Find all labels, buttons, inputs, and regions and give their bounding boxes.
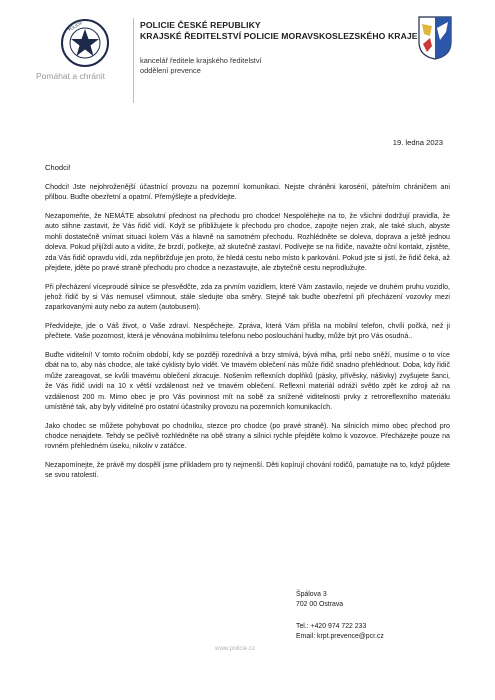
- paragraph-3: Při přecházení víceproudé silnice se přesvědčte, zda za prvním vozidlem, které Vám zastavilo, nejede ve druhém pruhu vozidlo, jehož řidič by si Vás nemusel všimnout, stále sledujte oba směry. Stejně tak buďte obezřetní při přecházení vozovky mezi zaparkovanými auty nebo za autem (autobusem).: [45, 282, 450, 312]
- contact-email: Email: krpt.prevence@pcr.cz: [296, 632, 384, 640]
- header-divider: [133, 18, 134, 103]
- letter-greeting: Chodci!: [45, 163, 71, 172]
- footer-website: www.policie.cz: [215, 645, 256, 652]
- postal-address: [296, 590, 343, 609]
- org-line-2: KRAJSKÉ ŘEDITELSTVÍ POLICIE MORAVSKOSLEZSKÉHO KRAJE: [140, 31, 418, 41]
- organization-name: [140, 20, 418, 42]
- paragraph-1: Chodci! Jste nejohroženější účastnící provozu na pozemní komunikaci. Nejste chráněni karosérií, páteřním chráničem ani přilbou. Buďte obezřetní a opatrní. Přemýšlejte a předvídejte.: [45, 183, 450, 202]
- letterhead: [0, 0, 495, 120]
- dept-line-2: oddělení prevence: [140, 66, 201, 75]
- paragraph-2: Nezapomeňte, že NEMÁTE absolutní přednost na přechodu pro chodce! Nespoléhejte na to, že všichni dodržují pravidla, že auto stihne zastavit, že Vás řidič vidí. Když se přibližujete k přechodu pro chodce, zapojte nejen zrak, ale také sluch, abyste mohli dostatečně vnímat situaci kolem Vás a hlavně na samotném přechodu. Rozhlédněte se doleva, doprava a ještě jednou doleva. Pokud přijíždí auto a vidíte, že brzdí, počkejte, až skutečně zastaví. Podívejte se na řidiče, navažte oční kontakt, zjistěte, zda Vás řidič opravdu vidí, zda nepřibržďuje jen proto, že hledá cestu nebo místo k parkování. Pokud jste si jistí, že řidič čeká, až přejdete, jděte po pravé straně přechodu pro chodce a nezastavujte, ale zbytečně cestu neprodlužujte.: [45, 212, 450, 273]
- letter-body: [45, 182, 450, 489]
- contact-phone: Tel.: +420 974 722 233: [296, 623, 367, 630]
- address-city: 702 00 Ostrava: [296, 600, 344, 608]
- svg-text:POLICIE: POLICIE: [67, 20, 84, 33]
- letter-date: 19. ledna 2023: [392, 138, 443, 147]
- police-star-logo-icon: [60, 18, 110, 68]
- contact-info: [296, 622, 384, 641]
- regional-crest-icon: [418, 16, 452, 60]
- dept-line-1: kancelář ředitele krajského ředitelství: [140, 56, 262, 65]
- paragraph-5: Buďte viditelní! V tomto ročním období, kdy se později rozednívá a brzy stmívá, bývá mlha, prší nebo sněží, musíme o to více dbát na to, aby nás chodce, ale také cyklisty bylo vidět. Ve tmavém oblečení nás může řidič snadno přehlédnout. Doba, kdy řidič může zareagovat, se kvůli tmavému oblečení zkracuje. Nošením reflexních doplňků (pásky, přívěsky, nášivky) zvyšujete šanci, že Vás řidič uvidí na 10 x větší vzdálenost než ve tmavém oblečení. Reflexní materiál odráží světlo zpět ke zdroji až na vzdálenost 200 m. Mimo obec je pro Vás povinnost mít na sobě za snížené viditelnosti prvky z retroreflexního materiálu umístěné tak, aby byly viditelné pro ostatní účastníky provozu na pozemních komunikacích.: [45, 351, 450, 412]
- org-line-1: POLICIE ČESKÉ REPUBLIKY: [140, 20, 261, 30]
- paragraph-7: Nezapomínejte, že právě my dospělí jsme příkladem pro ty nejmenší. Děti kopírují chování rodičů, pamatujte na to, když půjdete se svou ratolestí.: [45, 461, 450, 480]
- department: [140, 56, 262, 76]
- address-street: Špálova 3: [296, 591, 327, 598]
- paragraph-6: Jako chodec se můžete pohybovat po chodníku, stezce pro chodce (po pravé straně). Na silnicích mimo obec přechod pro chodce nenajdete. Tehdy se pečlivě rozhlédněte na obě strany a silnici rychle přejděte kolmo k vozovce. Přecházejte pouze na rovném přehledném úseku, nikoliv v zatáčce.: [45, 421, 450, 451]
- motto-text: Pomáhat a chránit: [36, 71, 105, 81]
- paragraph-4: Předvídejte, jde o Váš život, o Vaše zdraví. Nespěchejte. Zpráva, která Vám přišla na mobilní telefon, chvíli počká, než ji přečtete. Vaše pozornost, která je věnována mobilnímu telefonu nebo poslouchání hudby, může být pro Vás osudná..: [45, 322, 450, 341]
